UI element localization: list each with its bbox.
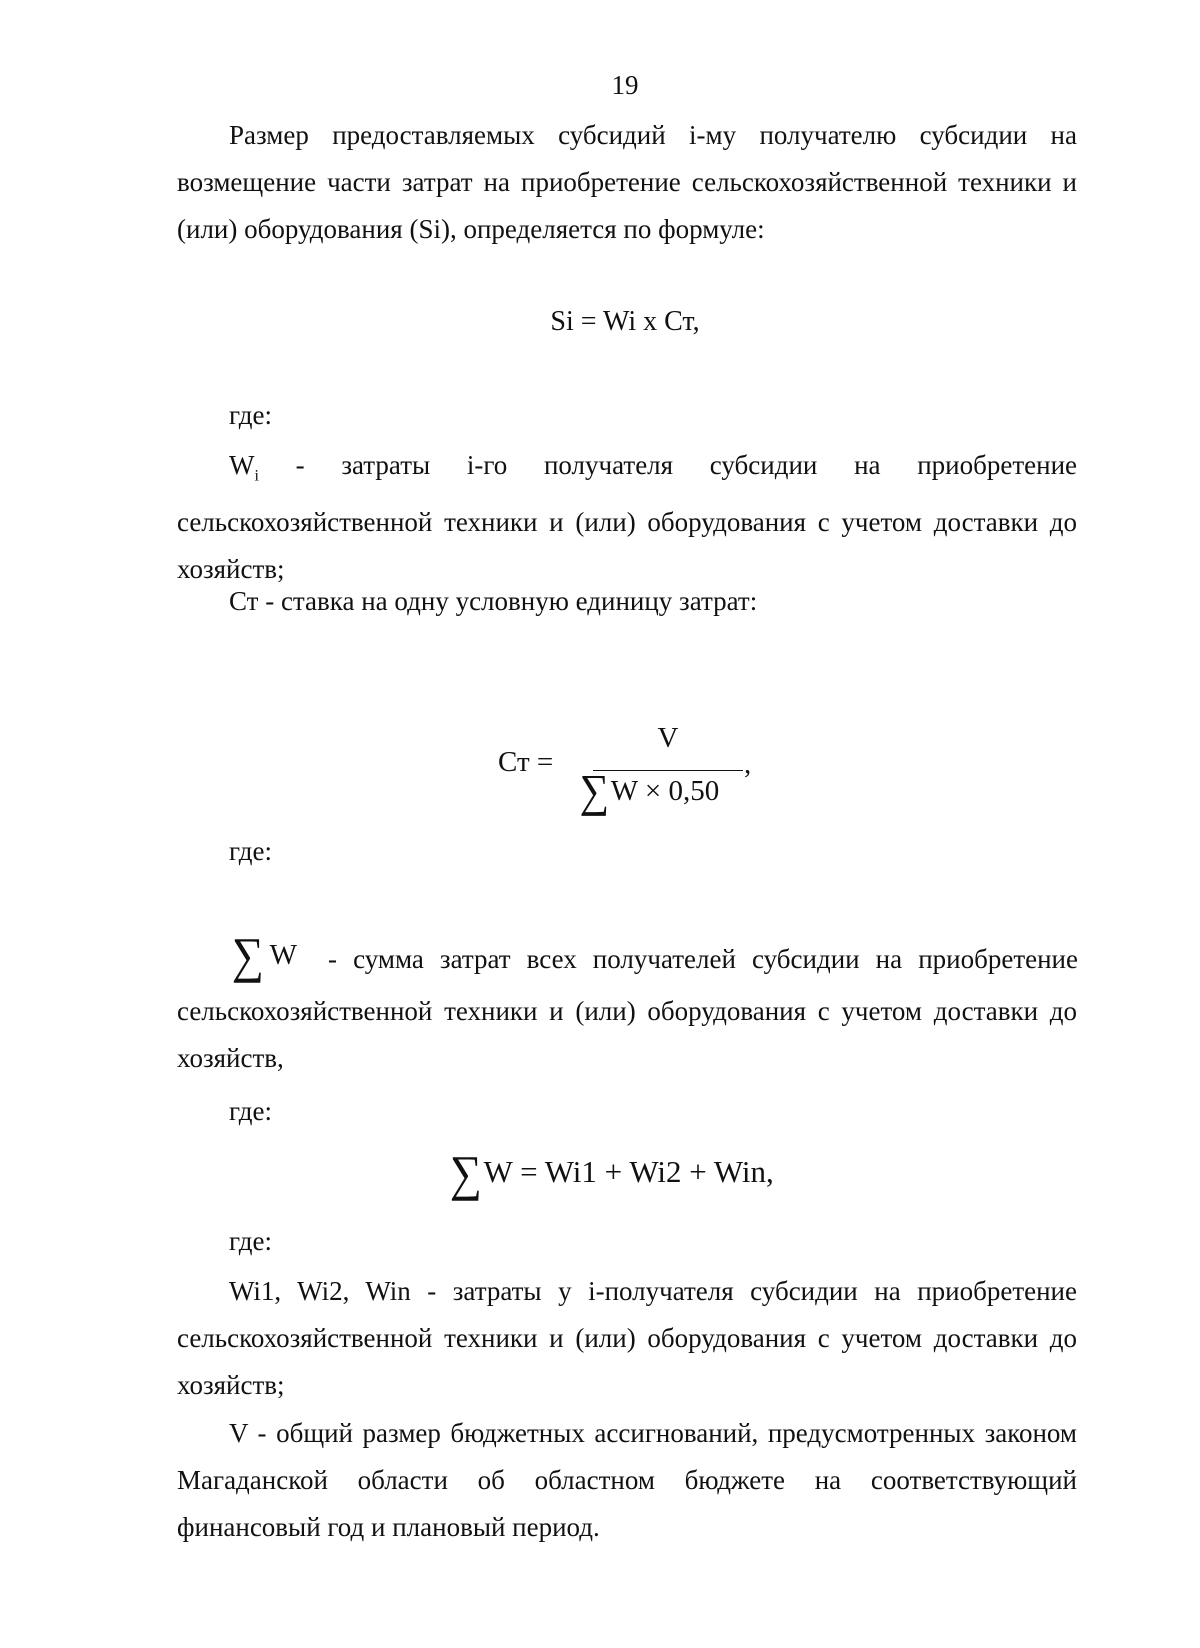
where-label-1: где: — [229, 400, 272, 430]
sumw-symbol — [230, 927, 298, 983]
sumw-w: W — [269, 939, 298, 971]
wi-subscript: i — [254, 467, 259, 485]
sumw-description: - сумма затрат всех получателей субсидии на приобретение — [328, 944, 1078, 974]
formula-ct-denominator — [578, 765, 720, 816]
page-number: 19 — [611, 70, 639, 100]
paragraph-subsidy-size: Размер предоставляемых субсидий i-му получателю субсидии на возмещение части затрат на приобретение сельскохозяйственной техники и (или) оборудования (Si), определяется по формуле: — [177, 120, 1077, 244]
formula-ct-numerator: V — [657, 722, 679, 754]
wi-symbol: W — [229, 450, 255, 480]
wi-description: - затраты i-го получателя субсидии на приобретение сельскохозяйственной техники и (или) оборудования с учетом доставки до хозяйств; — [177, 450, 1077, 585]
paragraph-wi-definition — [177, 442, 1077, 593]
formula-sumw-text: W = Wi1 + Wi2 + Win, — [483, 1154, 774, 1189]
paragraph-ct-definition: Ст - ставка на одну условную единицу затрат: — [229, 586, 758, 616]
paragraph-wi123-definition: Wi1, Wi2, Win - затраты у i-получателя субсидии на приобретение сельскохозяйственной техники и (или) оборудования с учетом доставки до хозяйств; — [177, 1276, 1077, 1400]
formula-si: Si = Wi x Ст, — [550, 306, 700, 337]
sumw-description-continued: сельскохозяйственной техники и (или) оборудования с учетом доставки до хозяйств, — [177, 996, 1077, 1073]
where-label-2: где: — [229, 836, 272, 866]
formula-ct-denominator-text: W × 0,50 — [610, 775, 720, 807]
formula-ct-lhs: Ст = — [498, 746, 554, 778]
formula-ct-comma: , — [744, 748, 752, 780]
paragraph-v-definition: V - общий размер бюджетных ассигнований, предусмотренных законом Магаданской области об областном бюджете на соответствующий финансовый год и плановый период. — [177, 1418, 1077, 1542]
sigma-symbol: ∑ — [579, 765, 610, 816]
sigma-symbol: ∑ — [231, 927, 264, 983]
formula-sumw — [448, 1145, 774, 1201]
where-label-3: где: — [229, 1096, 272, 1126]
where-label-4: где: — [229, 1226, 272, 1256]
sigma-symbol: ∑ — [449, 1145, 482, 1201]
